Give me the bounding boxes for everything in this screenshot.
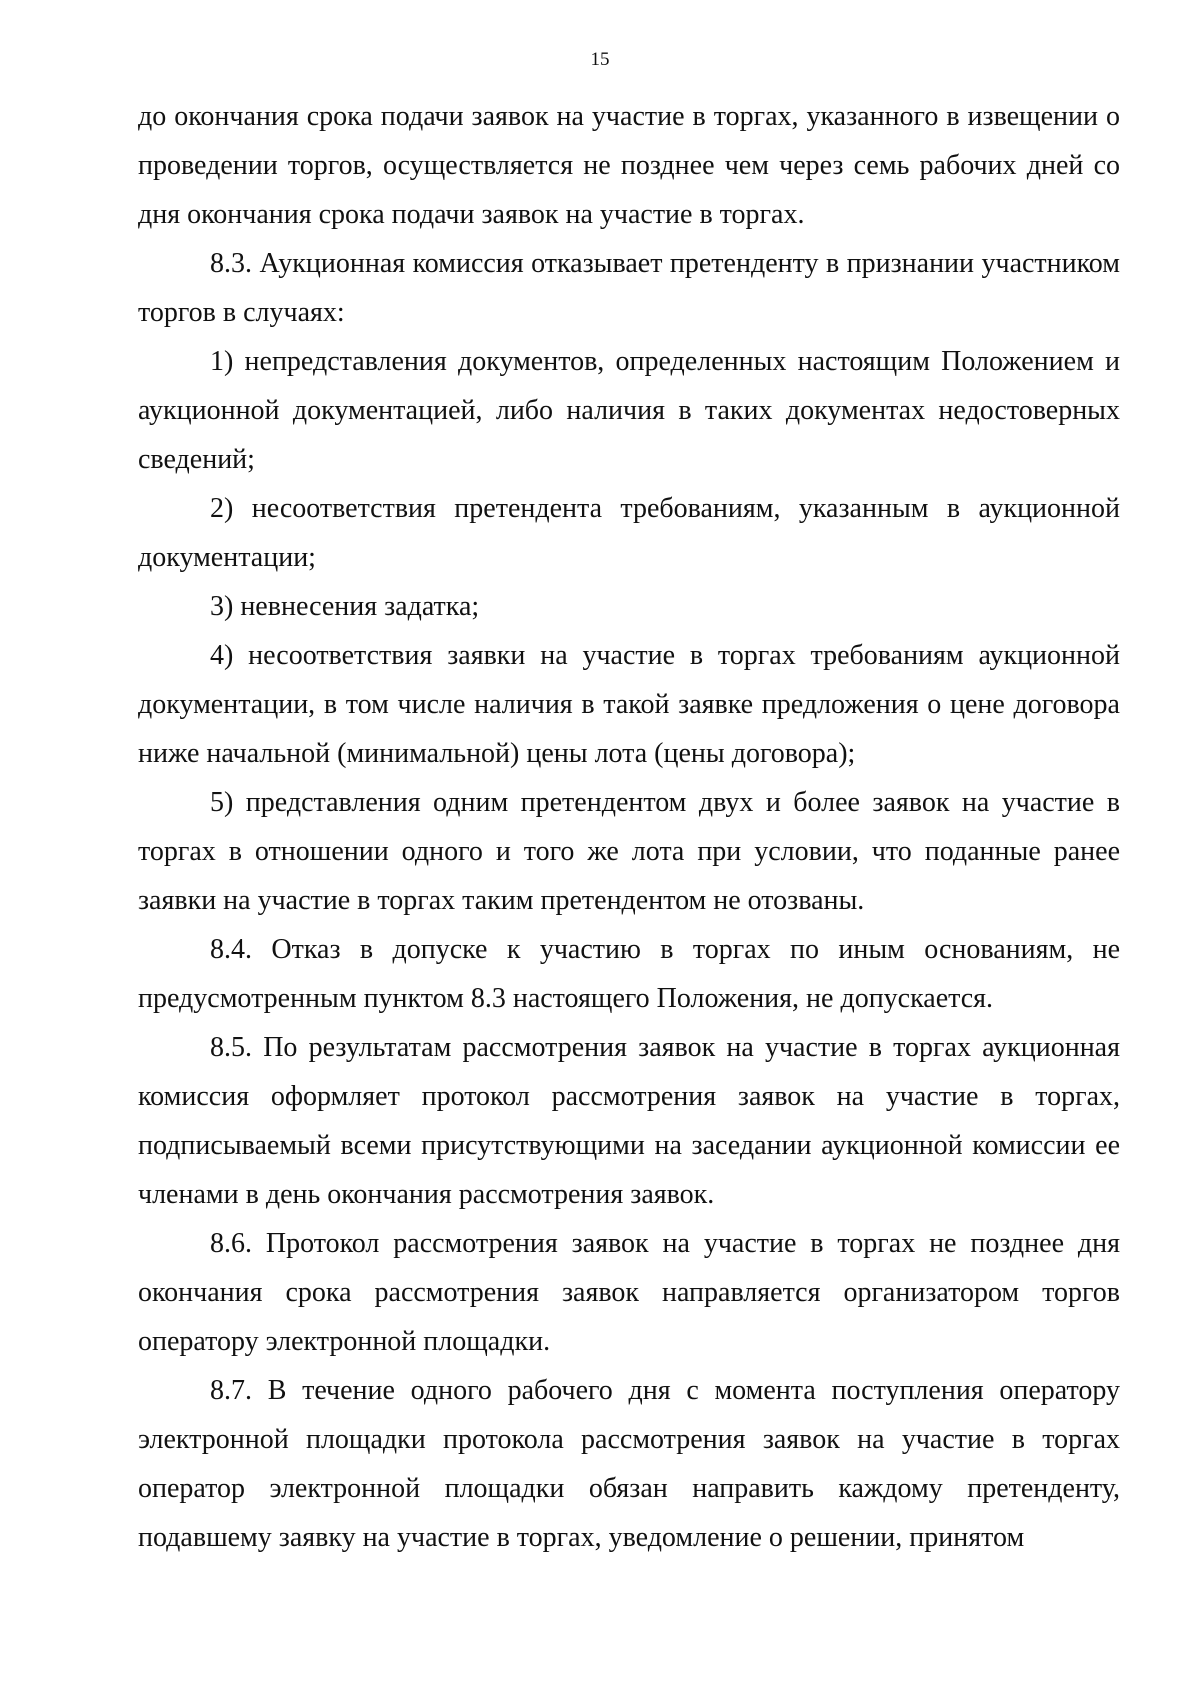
paragraph-8-7: 8.7. В течение одного рабочего дня с момента поступления оператору электронной площадки протокола рассмотрения заявок на участие в торгах оператор электронной площадки обязан направить каждому претенденту, подавшему заявку на участие в торгах, уведомление о решении, принятом [138, 1375, 1120, 1553]
document-body [138, 92, 1120, 1562]
page-number: 15 [590, 49, 610, 70]
paragraph-8-5: 8.5. По результатам рассмотрения заявок на участие в торгах аукционная комиссия оформляет протокол рассмотрения заявок на участие в торгах, подписываемый всеми присутствующими на заседании аукционной комиссии ее членами в день окончания рассмотрения заявок. [138, 1032, 1120, 1210]
list-item-1: 1) непредставления документов, определенных настоящим Положением и аукционной документацией, либо наличия в таких документах недостоверных сведений; [138, 346, 1120, 475]
list-item-3: 3) невнесения задатка; [210, 591, 480, 622]
list-item-5: 5) представления одним претендентом двух и более заявок на участие в торгах в отношении одного и того же лота при условии, что поданные ранее заявки на участие в торгах таким претендентом не отозваны. [138, 787, 1120, 916]
paragraph-continuation: до окончания срока подачи заявок на участие в торгах, указанного в извещении о проведении торгов, осуществляется не позднее чем через семь рабочих дней со дня окончания срока подачи заявок на участие в торгах. [138, 101, 1120, 230]
paragraph-8-3: 8.3. Аукционная комиссия отказывает претенденту в признании участником торгов в случаях: [138, 248, 1120, 328]
paragraph-8-6: 8.6. Протокол рассмотрения заявок на участие в торгах не позднее дня окончания срока рассмотрения заявок направляется организатором торгов оператору электронной площадки. [138, 1228, 1120, 1357]
paragraph-8-4: 8.4. Отказ в допуске к участию в торгах по иным основаниям, не предусмотренным пунктом 8.3 настоящего Положения, не допускается. [138, 934, 1120, 1014]
list-item-4: 4) несоответствия заявки на участие в торгах требованиям аукционной документации, в том числе наличия в такой заявке предложения о цене договора ниже начальной (минимальной) цены лота (цены договора); [138, 640, 1120, 769]
list-item-2: 2) несоответствия претендента требованиям, указанным в аукционной документации; [138, 493, 1120, 573]
